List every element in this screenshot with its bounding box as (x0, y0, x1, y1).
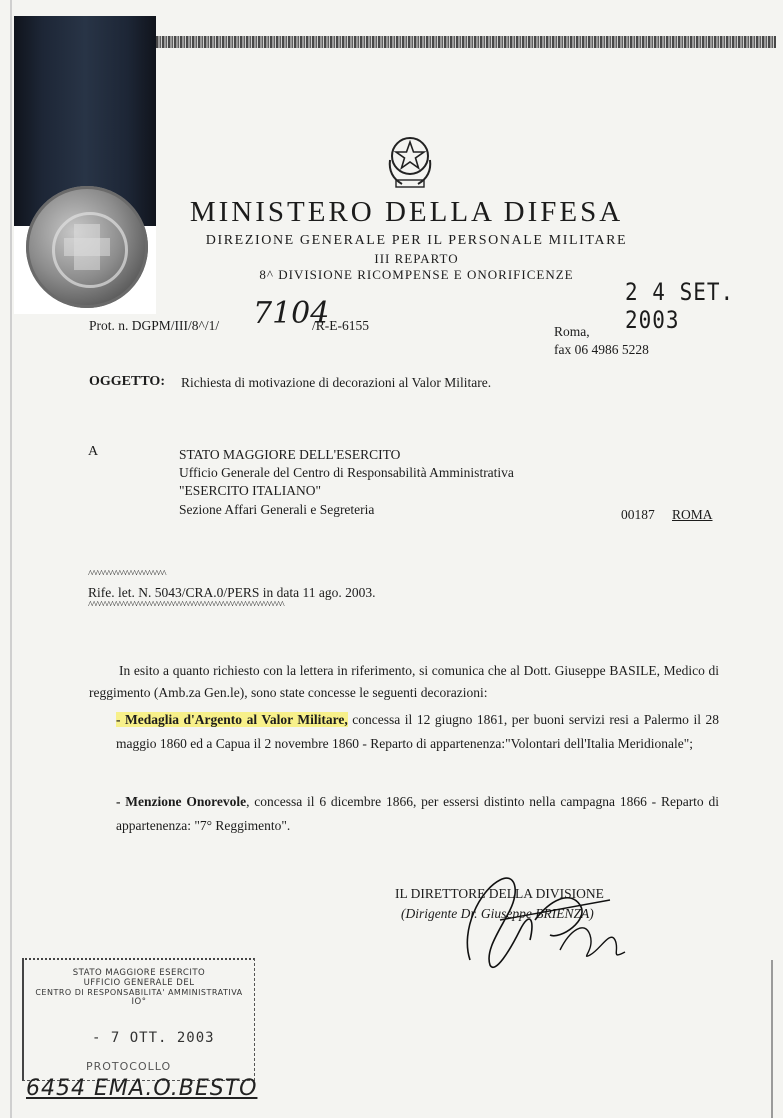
department-line: III REPARTO (374, 251, 459, 266)
recipient-line-1: STATO MAGGIORE DELL'ESERCITO (179, 447, 401, 462)
republic-emblem-icon (382, 130, 438, 192)
protocol-prefix: Prot. n. DGPM/III/8^/1/ (89, 318, 220, 333)
stamp-line-1: STATO MAGGIORE ESERCITO (72, 968, 206, 978)
stamp-line-4: IO° (131, 997, 147, 1007)
protocol-stamp (22, 958, 255, 1081)
fax-number: fax 06 4986 5228 (554, 342, 649, 357)
decoration-item-2-title: - Menzione Onorevole (116, 794, 247, 809)
body-intro: In esito a quanto richiesto con la lettera in riferimento, si comunica che al Dott. Giuseppe BASILE, Medico di reggimento (Amb.za Gen.le), sono state concesse le seguenti decorazioni: (89, 663, 719, 700)
reference-text: Rife. let. N. 5043/CRA.0/PERS in data 11 ago. 2003. (88, 585, 376, 600)
recipient-zip: 00187 (621, 507, 655, 522)
date-stamp: 2 4 SET. 2003 (625, 278, 735, 334)
decoration-item-1 (116, 708, 719, 756)
decoration-item-2-text: , concessa il 6 dicembre 1866, per essersi distinto nella campagna 1866 - Reparto di appartenenza: "7° Reggimento". (116, 794, 719, 833)
recipient-label: A (88, 444, 99, 459)
header-border-band (156, 36, 776, 48)
signatory-title: IL DIRETTORE DELLA DIVISIONE (395, 886, 604, 901)
place-city: Roma, (554, 324, 590, 339)
ministry-title: MINISTERO DELLA DIFESA (189, 196, 624, 228)
subject-text: Richiesta di motivazione di decorazioni al Valor Militare. (181, 375, 492, 390)
subject-label: OGGETTO: (89, 374, 165, 389)
page-left-edge (10, 0, 12, 1118)
stamp-line-3: CENTRO DI RESPONSABILITA' AMMINISTRATIVA (35, 988, 243, 997)
protocol-suffix: /R-E-6155 (312, 318, 369, 333)
protocol-handwritten-number: 7104 (253, 296, 330, 331)
recipient-line-3: "ESERCITO ITALIANO" (179, 483, 322, 498)
signatory-name: (Dirigente Dr. Giuseppe BRIENZA) (401, 906, 594, 921)
directorate-line: DIREZIONE GENERALE PER IL PERSONALE MILITARE (205, 233, 628, 248)
stamp-date: - 7 OTT. 2003 (92, 1030, 215, 1046)
handwritten-protocol-note: 6454 EMA.O.BESTO (26, 1076, 258, 1101)
handwritten-signature (440, 860, 650, 980)
decoration-item-1-title: - Medaglia d'Argento al Valor Militare, (116, 712, 348, 727)
reference-carets-bottom: ^^^^^^^^^^^^^^^^^^^^^^^^^^^^^^^^^^^^^^^^^^^^^^^^^^^^^ (88, 600, 284, 611)
recipient-city: ROMA (672, 507, 713, 522)
decoration-item-2 (116, 790, 719, 838)
recipient-line-4: Sezione Affari Generali e Segreteria (179, 502, 375, 517)
division-line: 8^ DIVISIONE RICOMPENSE E ONORIFICENZE (259, 267, 574, 282)
page-right-edge (771, 960, 773, 1118)
recipient-line-2: Ufficio Generale del Centro di Responsabilità Amministrativa (179, 465, 514, 480)
decoration-item-1-text: concessa il 12 giugno 1861, per buoni servizi resi a Palermo il 28 maggio 1860 ed a Capua il 2 novembre 1860 - Reparto di appartenenza:"Volontari dell'Italia Meridionale"; (116, 712, 719, 751)
stamp-protocol-label: PROTOCOLLO (86, 1060, 172, 1073)
reference-carets-top: ^^^^^^^^^^^^^^^^^^^^^ (88, 569, 166, 580)
stamp-line-2: UFFICIO GENERALE DEL (83, 978, 195, 988)
